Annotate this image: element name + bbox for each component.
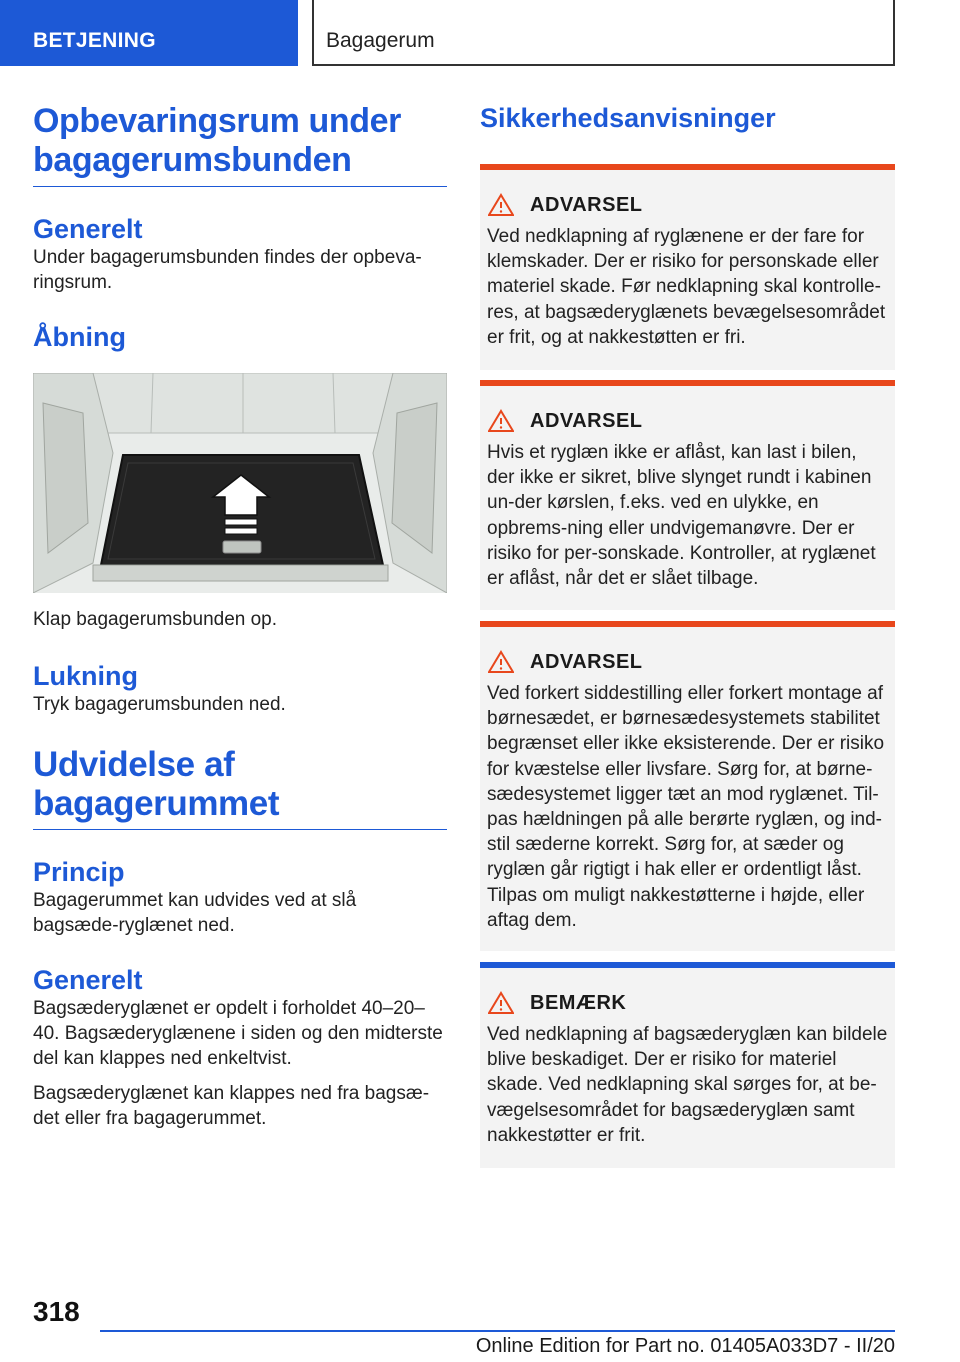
notice-box-1 — [480, 164, 895, 370]
warning-triangle-icon — [488, 650, 514, 674]
text-generelt-2-p2: Bagsæderyglænet kan klappes ned fra bagsæ-det eller fra bagagerummet. — [33, 1083, 430, 1129]
heading-lukning: Lukning — [33, 661, 138, 691]
heading-storage: Opbevaringsrum under bagagerumsbunden — [33, 102, 447, 187]
text-abning: Klap bagagerumsbunden op. — [33, 609, 278, 630]
notice-text: Ved nedklapning af bagsæderyglæn kan bildele blive beskadiget. Der er risiko for materiel skade. Ved nedklapning skal sørges for, at be-vægelsesområdet for bagsæderyglæn samt nakkestøtter er frit. — [487, 1024, 888, 1146]
notice-label: ADVARSEL — [530, 193, 643, 216]
notice-label: ADVARSEL — [530, 650, 643, 673]
heading-generelt-2: Generelt — [33, 965, 143, 995]
text-lukning: Tryk bagagerumsbunden ned. — [33, 694, 286, 715]
trunk-floor-illustration — [33, 373, 447, 593]
heading-abning: Åbning — [33, 322, 126, 352]
notice-label: BEMÆRK — [530, 991, 627, 1014]
heading-udvidelse: Udvidelse af bagagerummet — [33, 745, 447, 830]
notice-box-4 — [480, 962, 895, 1168]
footer-edition: Online Edition for Part no. 01405A033D7 - II/20 — [475, 1335, 895, 1357]
warning-triangle-icon — [488, 409, 514, 433]
notice-box-3 — [480, 621, 895, 951]
notice-text: Ved forkert siddestilling eller forkert montage af børnesædet, er børnesædesystemets stabilitet begrænset eller ikke eksisterende. Der er risiko for kvæstelse eller livsfare. Sørg for, at børne-sædesystemet ligger tæt an mod ryglænet. Til-pas hældningen på alle berørte ryglæn, og ind-stil sæderne korrekt. Sørg for, at sæder og ryglæn går rigtigt i hak eller er ordentligt låst. Tilpas om muligt nakkestøtterne i højde, eller aftag dem. — [487, 683, 885, 931]
section-tab: BETJENING — [0, 0, 298, 66]
warning-triangle-icon — [488, 193, 514, 217]
notice-text: Ved nedklapning af ryglænene er der fare for klemskader. Der er risiko for personskade eller materiel skade. Før nedklapning skal kontrolle-res, at bagsæderyglænets bevægelsesområdet er frit, og at nakkestøtten er fri. — [487, 226, 886, 348]
warning-triangle-icon — [488, 991, 514, 1015]
heading-generelt-1: Generelt — [33, 214, 143, 244]
notice-label: ADVARSEL — [530, 409, 643, 432]
page-header-title: Bagagerum — [312, 0, 895, 66]
heading-princip: Princip — [33, 857, 125, 887]
text-princip: Bagagerummet kan udvides ved at slå bagsæde-ryglænet ned. — [33, 890, 357, 936]
footer-rule — [100, 1330, 895, 1332]
right-column — [480, 100, 895, 1168]
heading-safety: Sikkerhedsanvisninger — [480, 103, 776, 133]
text-generelt-1: Under bagagerumsbunden findes der opbeva-ringsrum. — [33, 247, 422, 293]
trunk-floor-drawing — [33, 373, 447, 593]
notice-box-2 — [480, 380, 895, 610]
left-column — [33, 102, 447, 1131]
notice-text: Hvis et ryglæn ikke er aflåst, kan last i bilen, der ikke er sikret, blive slynget rundt i kabinen un-der kørslen, f.eks. ved en ulykke, en opbrems-ning eller undvigemanøvre. Der er risiko for per-sonskade. Kontroller, at ryglænet er aflåst, når det er slået tilbage. — [487, 442, 876, 590]
text-generelt-2-p1: Bagsæderyglænet er opdelt i forholdet 40–20–40. Bagsæderyglænene i siden og den midterste del kan klappes ned enkeltvist. — [33, 998, 443, 1069]
page-number: 318 — [33, 1296, 80, 1327]
